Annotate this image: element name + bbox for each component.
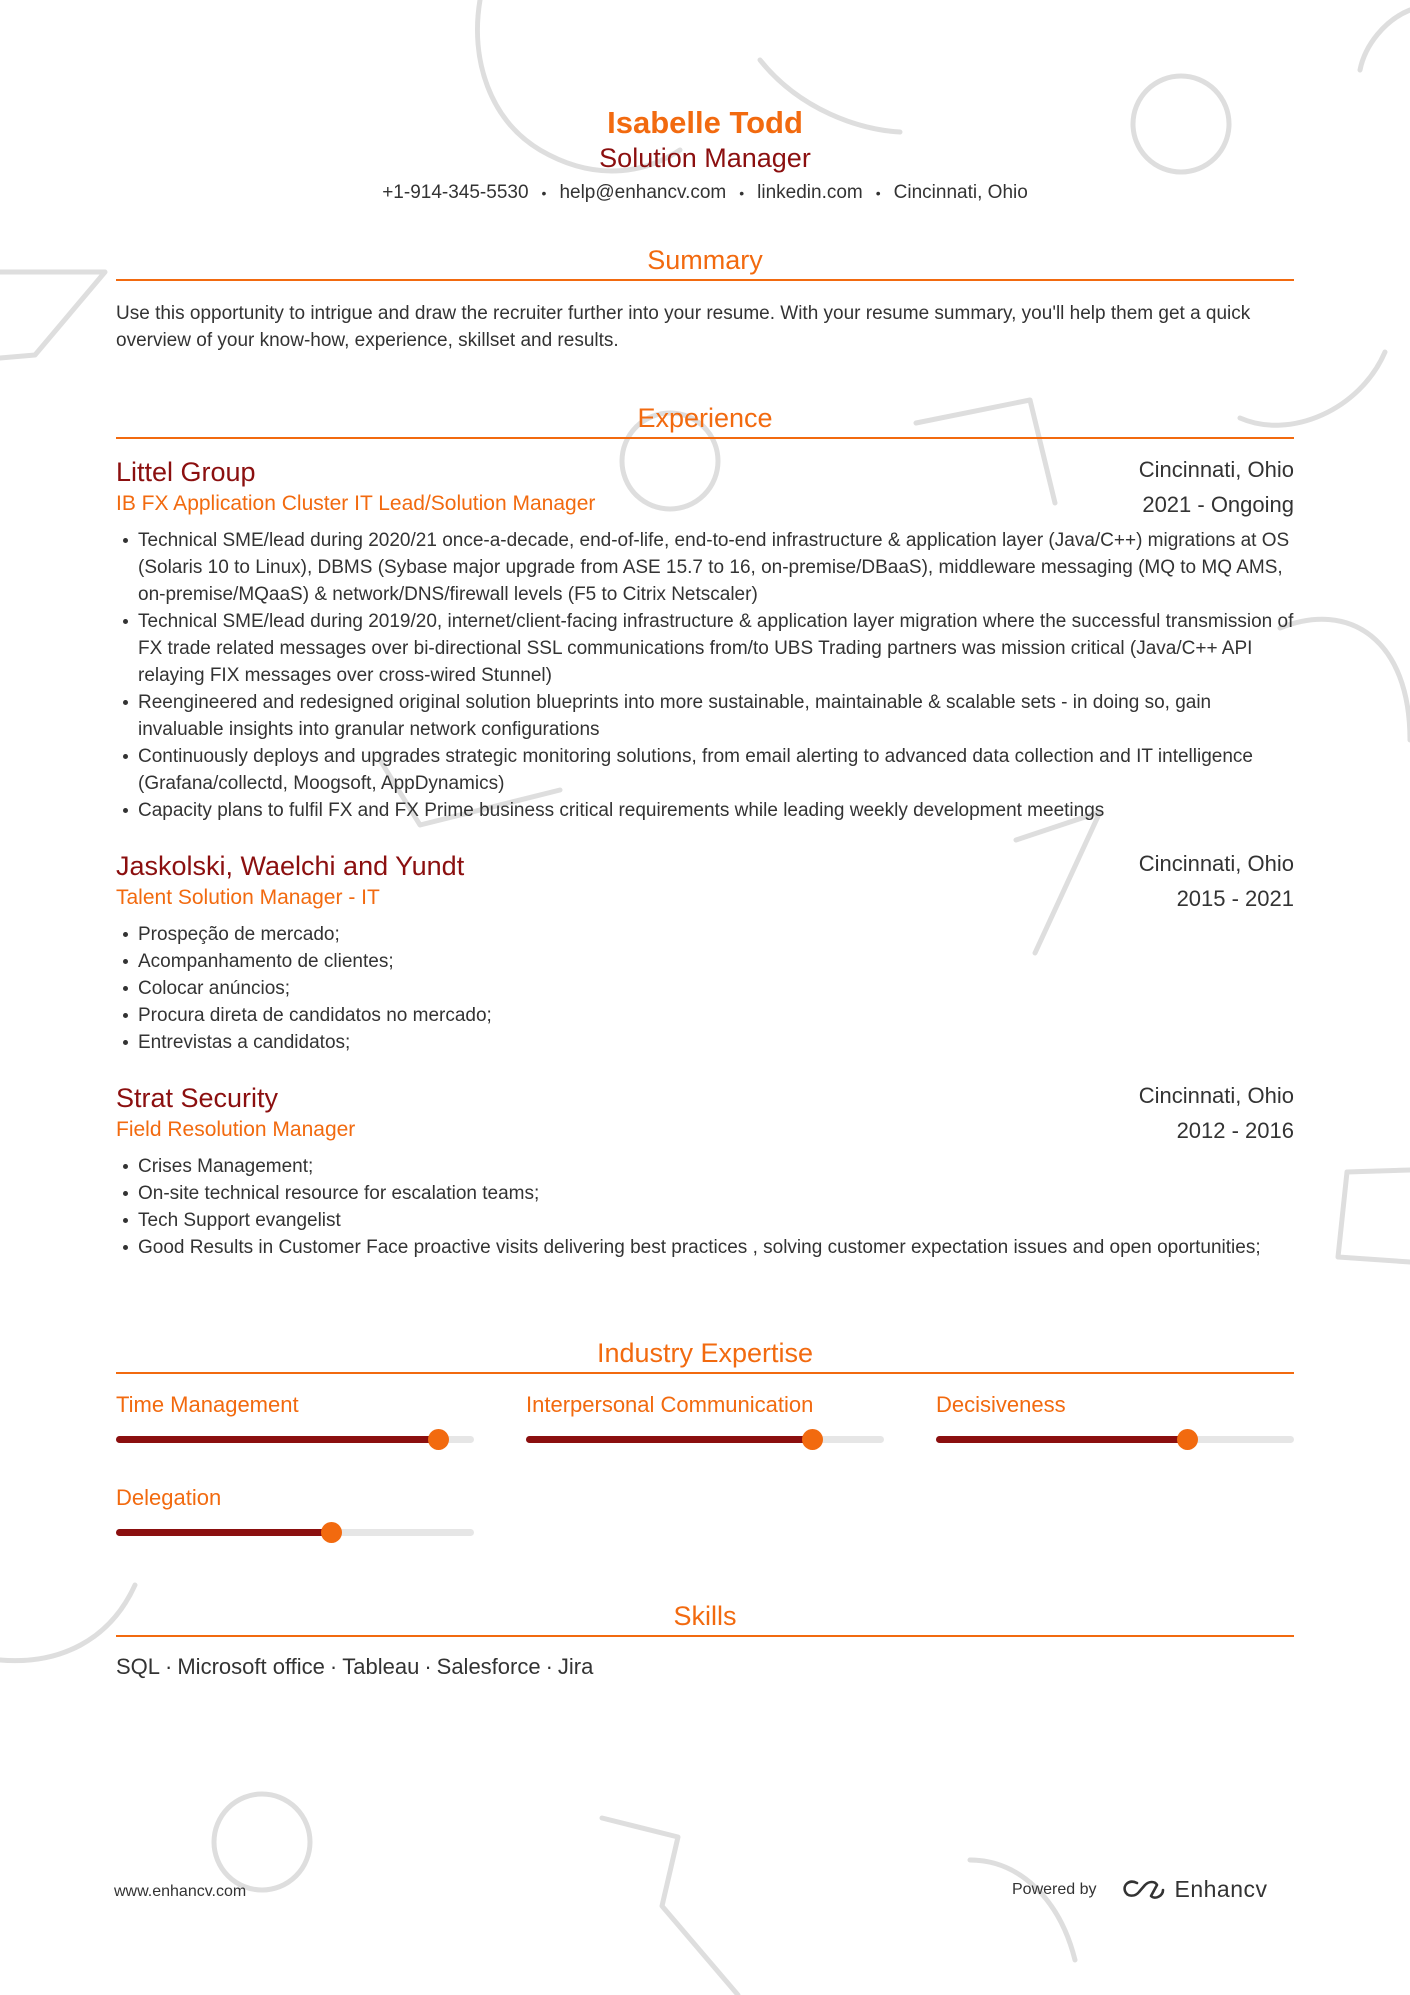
- powered-by-label: Powered by: [1012, 1880, 1097, 1898]
- expertise-label: Interpersonal Communication: [526, 1392, 814, 1417]
- bullet-item: Procura direta de candidatos no mercado;: [116, 1002, 1294, 1029]
- skill-tag: Salesforce: [436, 1654, 541, 1679]
- skill-bar-fill: [116, 1529, 331, 1536]
- bullet-item: Tech Support evangelist: [116, 1207, 1294, 1234]
- job-location: Cincinnati, Ohio: [1138, 1083, 1294, 1108]
- separator-dot: ·: [424, 1654, 432, 1679]
- skill-bar-track: [936, 1436, 1294, 1443]
- bullet-item: Reengineered and redesigned original solution blueprints into more sustainable, maintainable & scalable sets - in doing so, gain invaluable insights into granular network configurations: [116, 689, 1294, 743]
- skill-tag: Microsoft office: [177, 1654, 325, 1679]
- skill-tag: Tableau: [342, 1654, 420, 1679]
- skill-bar-track: [116, 1529, 474, 1536]
- candidate-title: Solution Manager: [599, 143, 811, 173]
- job-dates: 2012 - 2016: [1176, 1118, 1294, 1143]
- bullet-item: Entrevistas a candidatos;: [116, 1029, 1294, 1056]
- skills-list: [116, 1652, 593, 1682]
- bullet-item: Good Results in Customer Face proactive visits delivering best practices , solving customer expectation issues and open oportunities;: [116, 1234, 1294, 1261]
- expertise-item: [936, 1390, 1294, 1443]
- separator-dot: ·: [329, 1654, 338, 1679]
- skill-bar-track: [116, 1436, 474, 1443]
- expertise-item: [116, 1483, 474, 1536]
- phone: +1-914-345-5530: [382, 182, 529, 204]
- enhancv-logo-icon: [1121, 1878, 1167, 1902]
- separator-dot: ·: [165, 1654, 173, 1679]
- separator-dot: •: [541, 185, 547, 201]
- skill-tag: SQL: [116, 1654, 161, 1679]
- separator-dot: ·: [545, 1654, 553, 1679]
- skill-bar-knob: [802, 1429, 823, 1450]
- bullet-item: Capacity plans to fulfil FX and FX Prime business critical requirements while leading weekly development meetings: [116, 797, 1294, 824]
- summary-text: Use this opportunity to intrigue and draw the recruiter further into your resume. With your resume summary, you'll help them get a quick overview of your know-how, experience, skillset and results.: [116, 303, 1251, 351]
- skill-bar-knob: [321, 1522, 342, 1543]
- candidate-name: Isabelle Todd: [607, 105, 803, 140]
- experience-heading: Experience: [116, 401, 1294, 439]
- company-name: Strat Security: [116, 1083, 279, 1113]
- job-bullets: [116, 1153, 1294, 1261]
- job-location: Cincinnati, Ohio: [1138, 457, 1294, 482]
- contact-line: [116, 180, 1294, 206]
- skill-bar-track: [526, 1436, 884, 1443]
- job-position: Field Resolution Manager: [116, 1118, 356, 1141]
- job-entry: [116, 1081, 1294, 1261]
- skill-bar-fill: [526, 1436, 812, 1443]
- bullet-item: Colocar anúncios;: [116, 975, 1294, 1002]
- skills-heading: Skills: [116, 1599, 1294, 1637]
- location: Cincinnati, Ohio: [893, 182, 1028, 204]
- linkedin-link[interactable]: linkedin.com: [757, 182, 863, 204]
- brand-name: Enhancv: [1174, 1876, 1268, 1902]
- resume-header: [116, 104, 1294, 206]
- skill-bar-fill: [116, 1436, 438, 1443]
- bullet-item: Continuously deploys and upgrades strategic monitoring solutions, from email alerting to advanced data collection and IT intelligence (Grafana/collectd, Moogsoft, AppDynamics): [116, 743, 1294, 797]
- expertise-label: Delegation: [116, 1485, 222, 1510]
- bullet-item: Technical SME/lead during 2020/21 once-a-decade, end-of-life, end-to-end infrastructure & application layer (Java/C++) migrations at OS (Solaris 10 to Linux), DBMS (Sybase major upgrade from ASE 15.7 to 16, on-premise/DBaaS), middleware messaging (MQ to MQ AMS, on-premise/MQaaS) & network/DNS/firewall levels (F5 to Citrix Netscaler): [116, 527, 1294, 608]
- separator-dot: •: [739, 185, 745, 201]
- bullet-item: Acompanhamento de clientes;: [116, 948, 1294, 975]
- job-dates: 2021 - Ongoing: [1142, 492, 1294, 517]
- footer-branding: [1012, 1876, 1268, 1903]
- expertise-label: Decisiveness: [936, 1392, 1066, 1417]
- job-position: IB FX Application Cluster IT Lead/Solution Manager: [116, 492, 596, 515]
- expertise-heading: Industry Expertise: [116, 1336, 1294, 1374]
- skill-bar-knob: [428, 1429, 449, 1450]
- job-position: Talent Solution Manager - IT: [116, 886, 380, 909]
- job-bullets: [116, 527, 1294, 824]
- expertise-item: [116, 1390, 474, 1443]
- bullet-item: On-site technical resource for escalation teams;: [116, 1180, 1294, 1207]
- job-dates: 2015 - 2021: [1176, 886, 1294, 911]
- summary-heading: Summary: [116, 243, 1294, 281]
- job-location: Cincinnati, Ohio: [1138, 851, 1294, 876]
- job-entry: [116, 455, 1294, 824]
- company-name: Jaskolski, Waelchi and Yundt: [116, 851, 465, 881]
- company-name: Littel Group: [116, 457, 256, 487]
- separator-dot: •: [875, 185, 881, 201]
- expertise-item: [526, 1390, 884, 1443]
- bullet-item: Prospeção de mercado;: [116, 921, 1294, 948]
- job-bullets: [116, 921, 1294, 1056]
- bullet-item: Technical SME/lead during 2019/20, internet/client-facing infrastructure & application layer migration where the successful transmission of FX trade related messages over bi-directional SSL communications from/to UBS Trading partners was mission critical (Java/C++ API relaying FIX messages over cross-wired Stunnel): [116, 608, 1294, 689]
- email-link[interactable]: help@enhancv.com: [559, 182, 727, 204]
- expertise-label: Time Management: [116, 1392, 299, 1417]
- skill-bar-fill: [936, 1436, 1187, 1443]
- skill-bar-knob: [1177, 1429, 1198, 1450]
- bullet-item: Crises Management;: [116, 1153, 1294, 1180]
- skill-tag: Jira: [557, 1654, 594, 1679]
- footer-website-link[interactable]: www.enhancv.com: [114, 1883, 247, 1900]
- job-entry: [116, 849, 1294, 1056]
